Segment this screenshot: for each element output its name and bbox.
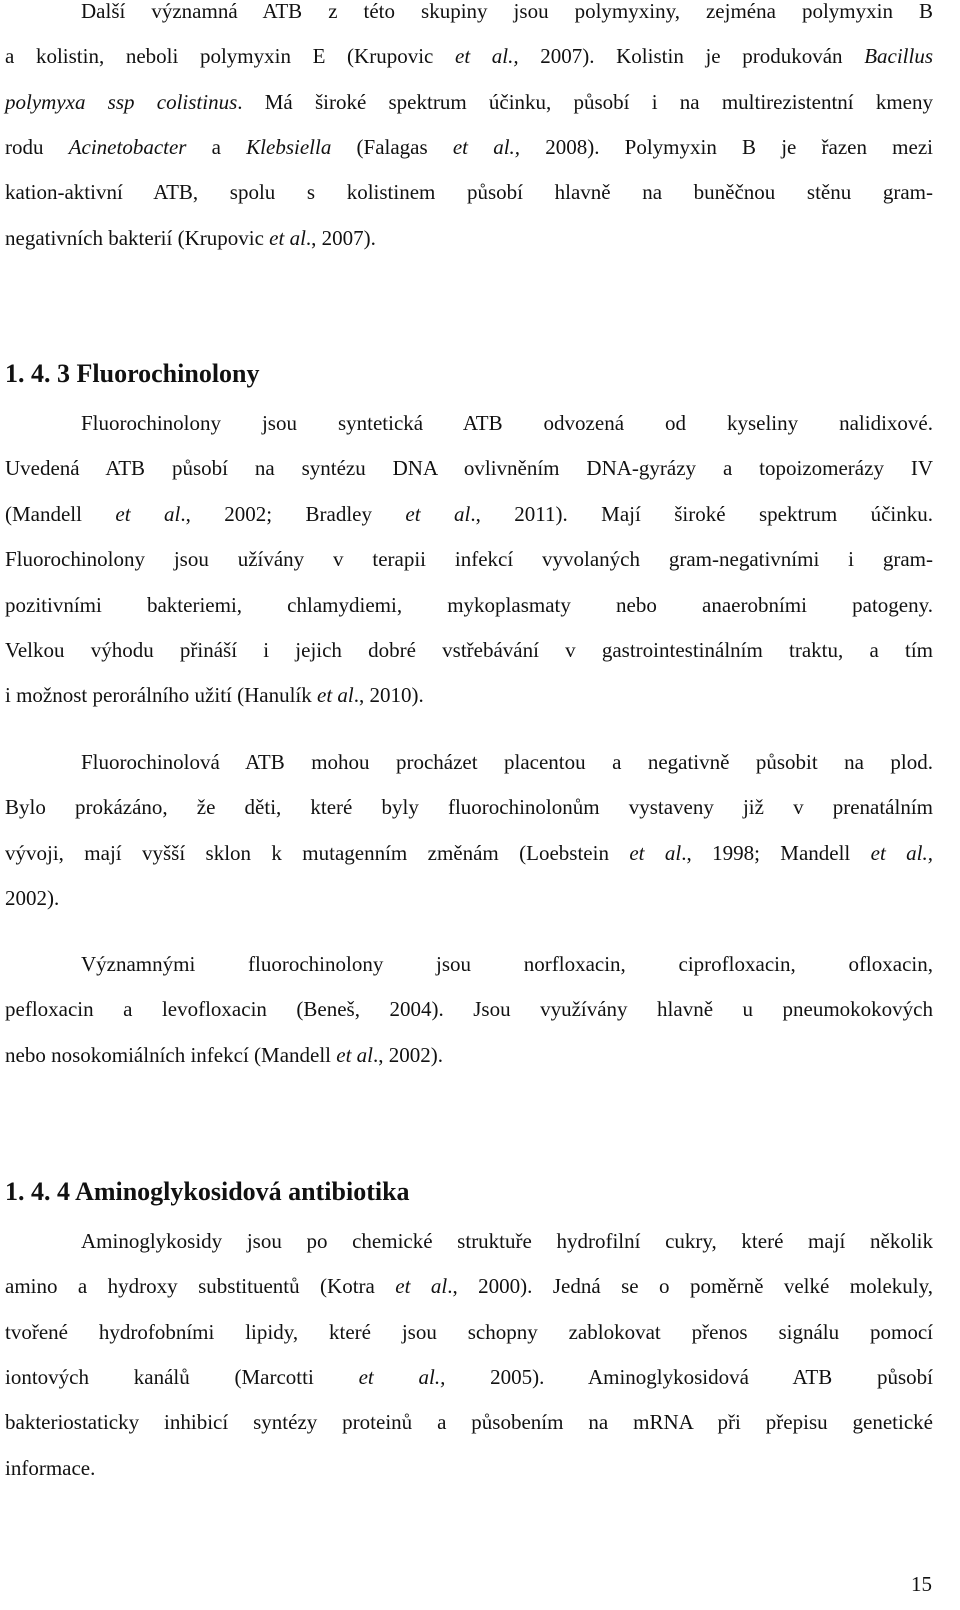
text-line: Fluorochinolony jsou syntetická ATB odvozená od kyseliny nalidixové. (81, 411, 933, 435)
text-line: a kolistin, neboli polymyxin E (Krupovic et al., 2007). Kolistin je produkován Bacillus (5, 44, 934, 68)
italic-text: et al (336, 1043, 374, 1067)
italic-text: et al (629, 841, 682, 865)
italic-text: et al., (452, 135, 546, 159)
text-line: bakteriostaticky inhibicí syntézy proteinů a působením na mRNA při přepisu genetické (5, 1410, 933, 1434)
text-line: Fluorochinolony jsou užívány v terapii infekcí vyvolaných gram-negativními i gram- (5, 547, 933, 571)
text-line: iontových kanálů (Marcotti et al., 2005). Aminoglykosidová ATB působí (5, 1365, 933, 1389)
text-line: Fluorochinolová ATB mohou procházet placentou a negativně působit na plod. (81, 750, 933, 774)
text-line: Velkou výhodu přináší i jejich dobré vstřebávání v gastrointestinálním traktu, a tím (5, 638, 933, 662)
text-line: i možnost perorálního užití (Hanulík et al., 2010). (5, 683, 424, 707)
text-line: polymyxa ssp colistinus. Má široké spektrum účinku, působí i na multirezistentní kmeny (5, 90, 934, 114)
italic-text: et al (317, 683, 354, 707)
text-line: pefloxacin a levofloxacin (Beneš, 2004). Jsou využívány hlavně u pneumokokových (5, 997, 933, 1021)
text-line: pozitivními bakteriemi, chlamydiemi, mykoplasmaty nebo anaerobními patogeny. (5, 593, 933, 617)
italic-text: et al (405, 502, 471, 526)
section-heading-fluoroquinolones: 1. 4. 3 Fluorochinolony (5, 359, 260, 388)
text-line: kation-aktivní ATB, spolu s kolistinem působí hlavně na buněčnou stěnu gram- (5, 180, 933, 204)
text-line: amino a hydroxy substituentů (Kotra et al., 2000). Jedná se o poměrně velké molekuly, (5, 1274, 933, 1298)
text-line: tvořené hydrofobními lipidy, které jsou schopny zablokovat přenos signálu pomocí (5, 1320, 933, 1344)
text-line: nebo nosokomiálních infekcí (Mandell et al., 2002). (5, 1043, 444, 1067)
italic-text: et al., (358, 1365, 446, 1389)
text-line: negativních bakterií (Krupovic et al., 2007). (5, 226, 376, 250)
italic-text: Bacillus (864, 44, 934, 68)
italic-text: et al (395, 1274, 448, 1298)
page-number: 15 (911, 1572, 932, 1596)
italic-text: et al., (870, 841, 934, 865)
text-line: Další významná ATB z této skupiny jsou polymyxiny, zejména polymyxin B (81, 0, 933, 23)
italic-text: polymyxa ssp colistinus (5, 90, 238, 114)
text-line: Významnými fluorochinolony jsou norfloxacin, ciprofloxacin, ofloxacin, (81, 952, 933, 976)
italic-text: Klebsiella (246, 135, 332, 159)
section-heading-aminoglycosides: 1. 4. 4 Aminoglykosidová antibiotika (5, 1177, 410, 1206)
text-line: Aminoglykosidy jsou po chemické struktuře hydrofilní cukry, které mají několik (81, 1229, 933, 1253)
text-line: vývoji, mají vyšší sklon k mutagenním změnám (Loebstein et al., 1998; Mandell et al., (5, 841, 934, 865)
text-line: (Mandell et al., 2002; Bradley et al., 2011). Mají široké spektrum účinku. (5, 502, 933, 526)
italic-text: Acinetobacter (68, 135, 187, 159)
text-line: informace. (5, 1456, 96, 1480)
italic-text: et al (269, 226, 306, 250)
italic-text: et al (115, 502, 181, 526)
text-line: Bylo prokázáno, že děti, které byly fluorochinolonům vystaveny již v prenatálním (5, 795, 933, 819)
italic-text: et al., (455, 44, 541, 68)
text-line: Uvedená ATB působí na syntézu DNA ovlivněním DNA-gyrázy a topoizomerázy IV (5, 456, 933, 480)
text-line: rodu Acinetobacter a Klebsiella (Falagas et al., 2008). Polymyxin B je řazen mezi (5, 135, 933, 159)
text-line: 2002). (5, 886, 60, 910)
